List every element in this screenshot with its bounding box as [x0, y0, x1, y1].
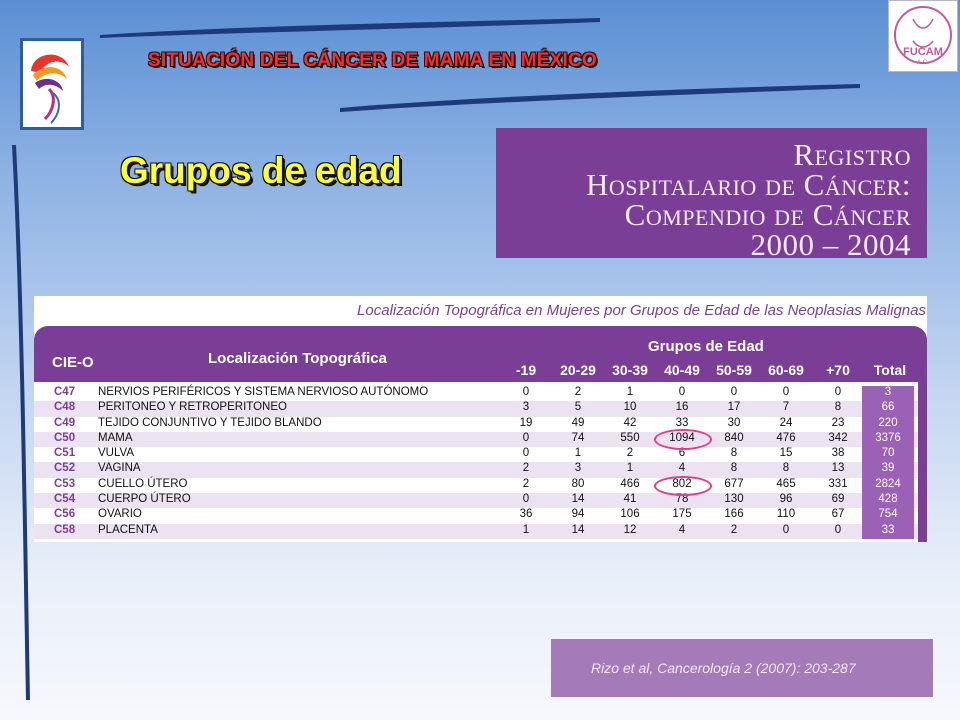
- cell-value: 19: [519, 416, 533, 429]
- cell-location: OVARIO: [98, 508, 142, 521]
- fucam-logo-text: FUCAM: [903, 46, 943, 58]
- cell-value: 67: [831, 508, 845, 521]
- table-row: [34, 478, 927, 493]
- cell-value: 550: [620, 431, 640, 444]
- cell-value: 466: [620, 477, 640, 490]
- header-age-col: 30-39: [612, 362, 648, 378]
- cell-location: CUELLO ÚTERO: [98, 477, 188, 490]
- cell-total: 66: [862, 401, 914, 416]
- table-row: [34, 401, 927, 416]
- cell-value: 175: [672, 508, 692, 521]
- table-header: [34, 326, 927, 382]
- book-title-years: 2000 – 2004: [750, 227, 911, 262]
- cell-value: 476: [776, 431, 796, 444]
- cell-value: 110: [776, 508, 796, 521]
- table-body: [34, 386, 927, 539]
- cell-value: 7: [782, 401, 790, 414]
- cell-value: 13: [831, 462, 845, 475]
- cell-value: 4: [678, 523, 686, 536]
- cell-value: 1: [522, 523, 530, 536]
- cell-value: 0: [782, 386, 790, 398]
- cell-total: 3376: [862, 432, 914, 447]
- table-row: [34, 447, 927, 462]
- cell-value: 15: [779, 447, 793, 460]
- book-title-line: Hospitalario de Cáncer:: [585, 167, 911, 202]
- cell-value: 49: [571, 416, 585, 429]
- cell-value: 106: [620, 508, 640, 521]
- book-title-line: Registro: [793, 137, 911, 172]
- cell-value: 1: [626, 386, 634, 398]
- cell-value: 94: [571, 508, 585, 521]
- cell-value: 0: [522, 431, 530, 444]
- cell-value: 2: [522, 462, 530, 475]
- cell-code: C48: [54, 401, 76, 414]
- cell-value: 8: [834, 401, 842, 414]
- cell-value: 74: [571, 431, 585, 444]
- cell-value: 69: [831, 493, 845, 506]
- cell-code: C54: [54, 493, 76, 506]
- cell-value: 166: [724, 508, 744, 521]
- cell-value: 802: [672, 477, 692, 490]
- highlight-circle-mama-40-49: [654, 429, 712, 450]
- cell-value: 1: [574, 447, 582, 460]
- cell-value: 3: [574, 462, 582, 475]
- cell-value: 30: [727, 416, 741, 429]
- cell-location: VULVA: [98, 447, 135, 460]
- header-age-groups: Grupos de Edad: [648, 338, 764, 355]
- cell-total: 428: [862, 493, 914, 508]
- cell-code: C50: [54, 431, 76, 444]
- cell-value: 8: [782, 462, 790, 475]
- cell-location: TEJIDO CONJUNTIVO Y TEJIDO BLANDO: [98, 416, 322, 429]
- cell-value: 8: [730, 462, 738, 475]
- cell-value: 33: [675, 416, 689, 429]
- table-row: [34, 432, 927, 447]
- cell-value: 840: [724, 431, 744, 444]
- section-title: Grupos de edad: [120, 150, 402, 191]
- cell-value: 0: [678, 386, 686, 398]
- table-side-bar: [918, 382, 927, 542]
- header-location: Localización Topográfica: [208, 350, 387, 367]
- table-caption: Localización Topográfica en Mujeres por Grupos de Edad de las Neoplasias Malignas: [357, 302, 926, 319]
- cell-value: 10: [623, 401, 637, 414]
- cell-value: 12: [623, 523, 637, 536]
- cell-total: 70: [862, 447, 914, 462]
- cell-value: 14: [571, 523, 585, 536]
- cell-total: 3: [862, 386, 914, 401]
- cell-value: 78: [675, 493, 689, 506]
- cell-location: VAGINA: [98, 462, 141, 475]
- cell-value: 0: [834, 386, 842, 398]
- table-row: [34, 462, 927, 477]
- header-code: CIE-O: [52, 354, 94, 371]
- header-age-col: -19: [515, 362, 537, 378]
- cell-value: 0: [522, 447, 530, 460]
- cancer-table-panel: [34, 296, 927, 542]
- cell-value: 23: [831, 416, 845, 429]
- cell-location: PLACENTA: [98, 523, 158, 536]
- table-row: [34, 417, 927, 432]
- cell-value: 0: [730, 386, 738, 398]
- cell-value: 14: [571, 493, 585, 506]
- cell-location: NERVIOS PERIFÉRICOS Y SISTEMA NERVIOSO AUTÓNOMO: [98, 386, 429, 398]
- cell-value: 0: [522, 386, 530, 398]
- cell-value: 2: [730, 523, 738, 536]
- cell-value: 1094: [669, 431, 695, 444]
- cell-total: 39: [862, 462, 914, 477]
- header-age-col: 40-49: [664, 362, 700, 378]
- header-age-col: +70: [826, 362, 850, 378]
- cell-total: 33: [862, 524, 914, 539]
- cell-code: C49: [54, 416, 76, 429]
- cell-value: 4: [678, 462, 686, 475]
- cell-value: 3: [522, 401, 530, 414]
- cell-value: 16: [675, 401, 689, 414]
- cell-code: C56: [54, 508, 76, 521]
- header-age-col: 20-29: [560, 362, 596, 378]
- highlight-circle-cuello-40-49: [654, 476, 712, 496]
- fucam-logo: [888, 0, 958, 72]
- cell-value: 2: [574, 386, 582, 398]
- cell-value: 130: [724, 493, 744, 506]
- cell-code: C51: [54, 447, 76, 460]
- cell-value: 17: [727, 401, 741, 414]
- cell-value: 0: [782, 523, 790, 536]
- cell-value: 6: [678, 447, 686, 460]
- cell-location: CUERPO ÚTERO: [98, 493, 191, 506]
- header-total: Total: [873, 362, 907, 378]
- cell-value: 331: [828, 477, 848, 490]
- table-row: [34, 493, 927, 508]
- cell-total: 220: [862, 417, 914, 432]
- cell-value: 41: [623, 493, 637, 506]
- cell-code: C47: [54, 386, 76, 398]
- cell-value: 80: [571, 477, 585, 490]
- cell-code: C52: [54, 462, 76, 475]
- header-age-col: 50-59: [716, 362, 752, 378]
- cell-value: 342: [828, 431, 848, 444]
- cell-location: PERITONEO Y RETROPERITONEO: [98, 401, 287, 414]
- slide-title: SITUACIÓN DEL CÁNCER DE MAMA EN MÉXICO: [148, 50, 597, 71]
- cell-value: 1: [626, 462, 634, 475]
- cell-value: 0: [834, 523, 842, 536]
- cell-location: MAMA: [98, 431, 133, 444]
- cell-total: 2824: [862, 478, 914, 493]
- cell-value: 2: [626, 447, 634, 460]
- cell-value: 0: [522, 493, 530, 506]
- fucam-logo-subtext: A.C.: [917, 60, 929, 66]
- cell-value: 24: [779, 416, 793, 429]
- cell-value: 42: [623, 416, 637, 429]
- book-title-line: Compendio de Cáncer: [624, 197, 911, 232]
- table-row: [34, 524, 927, 539]
- cell-value: 465: [776, 477, 796, 490]
- cell-total: 754: [862, 508, 914, 523]
- cell-value: 36: [519, 508, 533, 521]
- cell-code: C53: [54, 477, 76, 490]
- cell-value: 677: [724, 477, 744, 490]
- reference-citation: Rizo et al, Cancerología 2 (2007): 203-287: [551, 639, 933, 697]
- cell-code: C58: [54, 523, 76, 536]
- cell-value: 38: [831, 447, 845, 460]
- header-age-col: 60-69: [768, 362, 804, 378]
- table-row: [34, 508, 927, 523]
- book-cover-banner: [496, 128, 927, 262]
- cell-value: 8: [730, 447, 738, 460]
- cell-value: 2: [522, 477, 530, 490]
- cell-value: 5: [574, 401, 582, 414]
- fucam-swirl-logo: [20, 38, 84, 130]
- cell-value: 96: [779, 493, 793, 506]
- table-row: [34, 386, 927, 401]
